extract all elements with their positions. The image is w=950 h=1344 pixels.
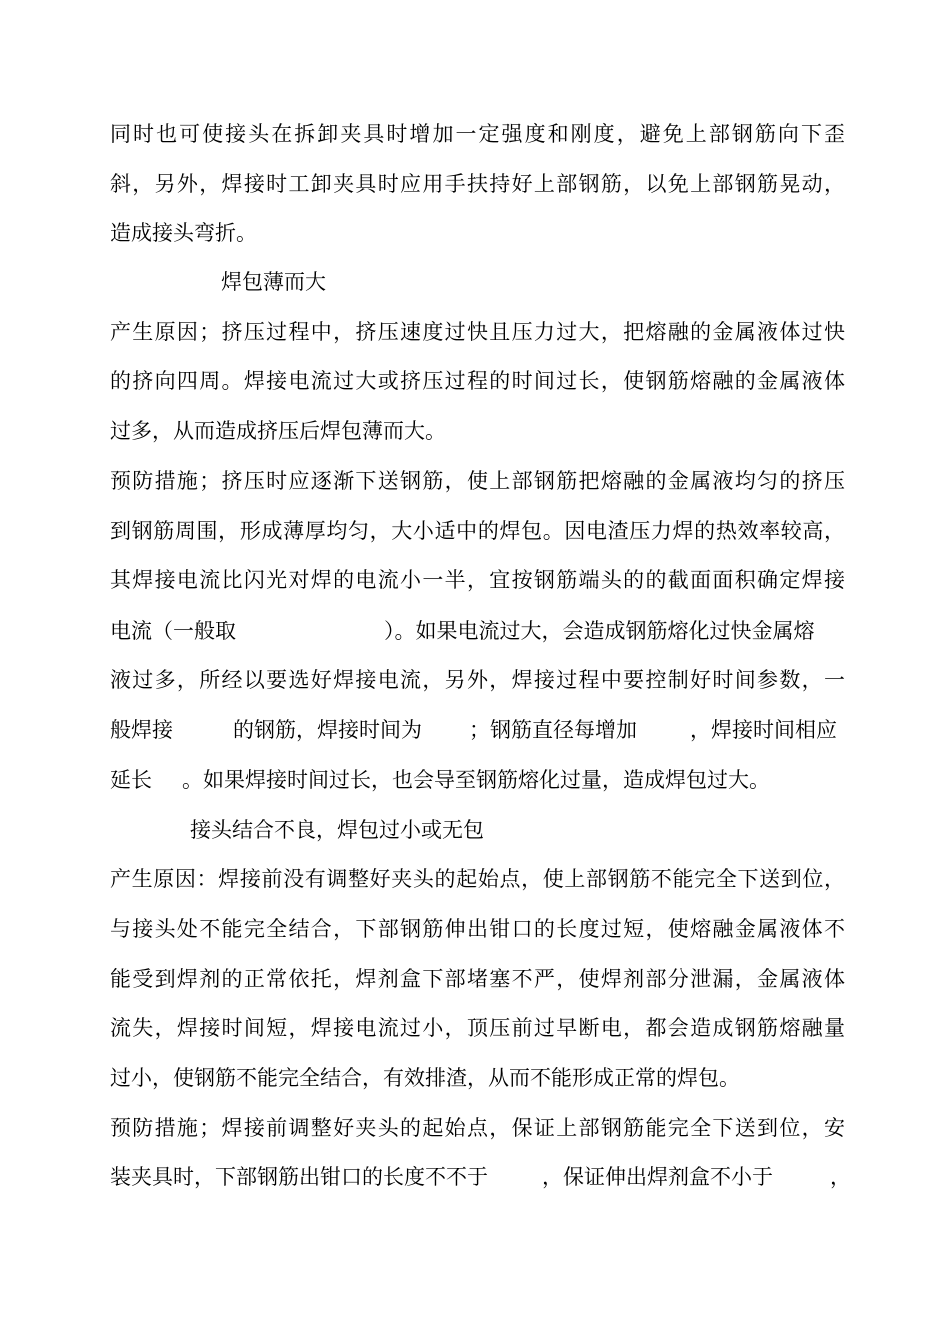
section-heading-thin-large-weld: 焊包薄而大: [221, 270, 326, 294]
prevention-1-line-4-part-b: ）。如果电流过大，会造成钢筋熔化过快金属熔: [384, 619, 815, 643]
prevention-2-line-2-part-a: 装夹具时，下部钢筋出钳口的长度不不于: [110, 1165, 488, 1189]
prevention-1-line-6: [110, 713, 845, 747]
prevention-1-line-6-part-b: 的钢筋，焊接时间为: [233, 718, 422, 742]
cause-2-line-3: 能受到焊剂的正常依托，焊剂盒下部堵塞不严，使焊剂部分泄漏，金属液体: [110, 967, 845, 991]
cause-2-line-4: 流失，焊接时间短，焊接电流过小，顶压前过早断电，都会造成钢筋熔融量: [110, 1016, 845, 1040]
paragraph-1-line-2: 斜，另外，焊接时工卸夹具时应用手扶持好上部钢筋，以免上部钢筋晃动，: [110, 172, 845, 196]
prevention-1-line-2: 到钢筋周围，形成薄厚均匀，大小适中的焊包。因电渣压力焊的热效率较高，: [110, 519, 845, 543]
prevention-1-line-6-part-d: ，焊接时间相应: [690, 718, 837, 742]
paragraph-1-line-3: 造成接头弯折。: [110, 221, 257, 245]
prevention-1-line-7: [110, 763, 845, 797]
prevention-2-line-2: [110, 1160, 851, 1194]
prevention-1-line-7-part-a: 延长: [110, 768, 152, 792]
prevention-1-line-1: 预防措施；挤压时应逐渐下送钢筋，使上部钢筋把熔融的金属液均匀的挤压: [110, 469, 845, 493]
prevention-2-line-2-part-c: ，: [830, 1165, 851, 1189]
cause-2-line-2: 与接头处不能完全结合，下部钢筋伸出钳口的长度过短，使熔融金属液体不: [110, 917, 845, 941]
prevention-1-line-6-part-c: ；钢筋直径每增加: [469, 718, 637, 742]
prevention-1-line-4: [110, 614, 845, 648]
prevention-1-line-5: 液过多，所经以要选好焊接电流，另外，焊接过程中要控制好时间参数，一: [110, 668, 845, 692]
paragraph-1-line-1: 同时也可使接头在拆卸夹具时增加一定强度和刚度，避免上部钢筋向下歪: [110, 122, 845, 146]
prevention-1-line-4-part-a: 电流（一般取: [110, 619, 236, 643]
cause-1-line-2: 的挤向四周。焊接电流过大或挤压过程的时间过长，使钢筋熔融的金属液体: [110, 369, 845, 393]
cause-1-line-3: 过多，从而造成挤压后焊包薄而大。: [110, 419, 446, 443]
cause-2-line-5: 过小，使钢筋不能完全结合，有效排渣，从而不能形成正常的焊包。: [110, 1066, 740, 1090]
prevention-2-line-1: 预防措施；焊接前调整好夹头的起始点，保证上部钢筋能完全下送到位，安: [110, 1116, 845, 1140]
cause-2-line-1: 产生原因：焊接前没有调整好夹头的起始点，使上部钢筋不能完全下送到位，: [110, 867, 845, 891]
prevention-1-line-3: 其焊接电流比闪光对焊的电流小一半，宜按钢筋端头的的截面面积确定焊接: [110, 568, 845, 592]
section-heading-poor-joint-bonding: 接头结合不良，焊包过小或无包: [190, 818, 484, 842]
prevention-1-line-6-part-a: 般焊接: [110, 718, 173, 742]
prevention-2-line-2-part-b: ，保证伸出焊剂盒不小于: [542, 1165, 773, 1189]
prevention-1-line-7-part-b: 。如果焊接时间过长，也会导至钢筋熔化过量，造成焊包过大。: [182, 768, 770, 792]
cause-1-line-1: 产生原因；挤压过程中，挤压速度过快且压力过大，把熔融的金属液体过快: [110, 320, 845, 344]
